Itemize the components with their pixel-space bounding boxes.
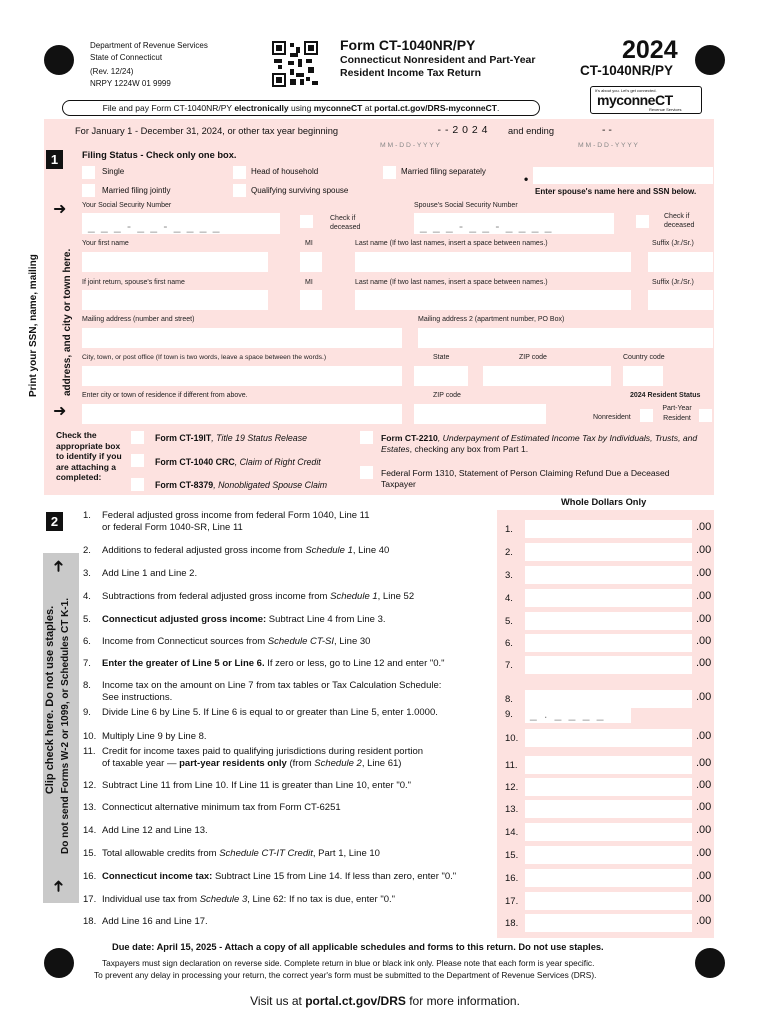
visit-suffix: for more information. <box>405 994 520 1008</box>
line-ref-number: 5. <box>505 616 513 627</box>
first-name-label: Your first name <box>82 240 129 247</box>
zip-input[interactable] <box>483 366 611 386</box>
arrow-right-icon: ➜ <box>53 403 67 420</box>
line-ref-number: 16. <box>505 873 519 884</box>
line-number: 15. <box>83 848 97 859</box>
ssn-label: Your Social Security Number <box>82 202 172 209</box>
state-name: State of Connecticut <box>90 53 163 62</box>
line-number: 8. <box>83 680 91 691</box>
line-10-amount-input[interactable] <box>525 729 692 747</box>
line-ref-number: 10. <box>505 733 519 744</box>
mailing-address2-label: Mailing address 2 (apartment number, PO Box) <box>418 316 565 323</box>
period-end-input[interactable]: - - <box>602 124 612 136</box>
visit-text <box>0 994 770 1008</box>
zip-label: ZIP code <box>519 354 547 361</box>
line-ref-number: 4. <box>505 593 513 604</box>
cents-label: .00 <box>696 779 712 791</box>
ct1040crc-form: Form CT-1040 CRC <box>155 457 235 467</box>
banner-text-end: . <box>496 103 500 113</box>
logo-tagline: It's about you. Let's get connected. <box>595 88 657 93</box>
last-name-input[interactable] <box>355 252 631 272</box>
line-description: Subtractions from federal adjusted gross income from Schedule 1, Line 52 <box>102 591 415 602</box>
banner-electronically: electronically <box>234 103 289 113</box>
mailing-address-input[interactable] <box>82 328 402 348</box>
line-number: 4. <box>83 591 91 602</box>
ct2210-desc: , Underpayment of Estimated Income Tax by Individuals, Trusts, and Estates <box>381 433 698 454</box>
line-1-amount-input[interactable] <box>525 520 692 538</box>
suffix-label: Suffix (Jr./Sr.) <box>652 240 694 247</box>
married-filing-jointly-label: Married filing jointly <box>102 186 171 195</box>
line-description-cont: See instructions. <box>102 692 173 703</box>
form-title: Form CT-1040NR/PY <box>340 37 476 53</box>
ct8379-label <box>155 480 327 490</box>
period-end-hint: M M - D D - Y Y Y Y <box>578 142 638 149</box>
cents-label: .00 <box>696 635 712 647</box>
ct19it-desc: , Title 19 Status Release <box>211 433 307 443</box>
line-ref-number: 14. <box>505 827 519 838</box>
line-number: 17. <box>83 894 97 905</box>
ct2210-label <box>381 433 716 455</box>
line-7-amount-input[interactable] <box>525 656 692 674</box>
line-ref-number: 2. <box>505 547 513 558</box>
mailing-address-label: Mailing address (number and street) <box>82 316 195 323</box>
ct19it-form: Form CT-19IT <box>155 433 212 443</box>
line-number: 5. <box>83 614 91 625</box>
taxpayer-deceased-checkbox[interactable] <box>300 215 313 228</box>
spouse-suffix-label: Suffix (Jr./Sr.) <box>652 279 694 286</box>
line-ref-number: 8. <box>505 694 513 705</box>
line-number: 18. <box>83 916 97 927</box>
line-description-cont: of taxable year — part-year residents only (from Schedule 2, Line 61) <box>102 758 402 769</box>
mi-input[interactable] <box>300 252 322 272</box>
line-18-amount-input[interactable] <box>525 914 692 932</box>
ct8379-checkbox[interactable] <box>131 478 144 491</box>
dept-name: Department of Revenue Services <box>90 41 208 50</box>
state-label: State <box>433 354 450 361</box>
banner-text-mid: using <box>288 103 314 113</box>
line-number: 9. <box>83 707 91 718</box>
line-number: 16. <box>83 871 97 882</box>
line-3-amount-input[interactable] <box>525 566 692 584</box>
spouse-deceased-checkbox[interactable] <box>636 215 649 228</box>
mi-label: MI <box>305 240 313 247</box>
taxpayer-deceased-label: Check if deceased <box>330 215 361 231</box>
line-number: 3. <box>83 568 91 579</box>
line-11-amount-input[interactable] <box>525 756 692 774</box>
registration-mark-top-right <box>695 45 725 75</box>
registration-mark-bottom-left <box>44 948 74 978</box>
spouse-bullet: • <box>524 172 529 186</box>
residence-zip-label: ZIP code <box>433 392 461 399</box>
line-16-amount-input[interactable] <box>525 869 692 887</box>
spouse-ssn-label: Spouse's Social Security Number <box>414 202 518 209</box>
spouse-first-name-input[interactable] <box>82 290 268 310</box>
line-4-amount-input[interactable] <box>525 589 692 607</box>
cents-label: .00 <box>696 544 712 556</box>
head-of-household-checkbox[interactable] <box>233 166 246 179</box>
ct8379-form: Form CT-8379 <box>155 480 214 490</box>
do-not-send-text-1: Do not send Forms W-2 or 1099, or Schedules CT K-1. <box>60 598 71 854</box>
line-description: Additions to federal adjusted gross income from Schedule 1, Line 40 <box>102 545 390 556</box>
qualifying-surviving-spouse-checkbox[interactable] <box>233 184 246 197</box>
spouse-name-input[interactable] <box>533 167 713 184</box>
form-subtitle-2: Resident Income Tax Return <box>340 67 482 79</box>
residence-zip-input[interactable] <box>414 404 546 424</box>
married-filing-separately-checkbox[interactable] <box>383 166 396 179</box>
line-ref-number: 9. <box>505 709 513 720</box>
cents-label: .00 <box>696 567 712 579</box>
line-description: Divide Line 6 by Line 5. If Line 6 is equal to or greater than Line 5, enter 1.0000. <box>102 707 438 718</box>
mailing-address2-input[interactable] <box>418 328 713 348</box>
nonresident-label: Nonresident <box>593 414 631 421</box>
line-ref-number: 18. <box>505 918 519 929</box>
line-ref-number: 1. <box>505 524 513 535</box>
line-description: Add Line 16 and Line 17. <box>102 916 208 927</box>
part-year-checkbox[interactable] <box>699 409 712 422</box>
line-ref-number: 3. <box>505 570 513 581</box>
line-number: 11. <box>83 746 96 757</box>
part-year-label: Part-Year Resident <box>662 405 692 422</box>
line-description: Add Line 1 and Line 2. <box>102 568 198 579</box>
country-code-label: Country code <box>623 354 665 361</box>
ct2210-form: Form CT-2210 <box>381 433 438 443</box>
filing-status-title: Filing Status - Check only one box. <box>82 150 237 160</box>
visit-url-link[interactable]: portal.ct.gov/DRS <box>305 994 406 1008</box>
single-label: Single <box>102 167 125 176</box>
banner-text: File and pay Form CT-1040NR/PY <box>102 103 235 113</box>
visit-prefix: Visit us at <box>250 994 306 1008</box>
cents-label: .00 <box>696 590 712 602</box>
ct1040crc-desc: , Claim of Right Credit <box>234 457 321 467</box>
line-ref-number: 13. <box>505 804 519 815</box>
line-description: Enter the greater of Line 5 or Line 6. If zero or less, go to Line 12 and enter "0." <box>102 658 445 669</box>
registration-mark-top-left <box>44 45 74 75</box>
due-date-text: Due date: April 15, 2025 - Attach a copy of all applicable schedules and forms to this return. Do not use staples. <box>112 942 604 952</box>
side-instruction-1 <box>28 247 40 397</box>
spouse-suffix-input[interactable] <box>648 290 713 310</box>
arrow-up-icon: ➜ <box>50 879 68 893</box>
line-number: 12. <box>83 780 97 791</box>
line-number: 13. <box>83 802 97 813</box>
line-17-amount-input[interactable] <box>525 892 692 910</box>
ct1040crc-label <box>155 457 321 467</box>
ct19it-label <box>155 433 307 443</box>
line-number: 2. <box>83 545 91 556</box>
ct19it-checkbox[interactable] <box>131 431 144 444</box>
line-description: Connecticut income tax: Subtract Line 15 from Line 14. If less than zero, enter "0." <box>102 871 457 882</box>
line-number: 6. <box>83 636 91 647</box>
spouse-mi-label: MI <box>305 279 313 286</box>
side-instruction-text-2: address, and city or town here. <box>62 248 73 396</box>
tax-period-label: For January 1 - December 31, 2024, or other tax year beginning <box>75 126 339 136</box>
single-checkbox[interactable] <box>82 166 95 179</box>
cents-label: .00 <box>696 824 712 836</box>
cents-label: .00 <box>696 847 712 859</box>
f1310-checkbox[interactable] <box>360 466 373 479</box>
line-15-amount-input[interactable] <box>525 846 692 864</box>
revision: (Rev. 12/24) <box>90 67 134 76</box>
ct2210-checkbox[interactable] <box>360 431 373 444</box>
spouse-ssn-mask: _ _ _ - _ _ - _ _ _ _ <box>420 219 553 233</box>
side-instruction-text-1: Print your SSN, name, mailing <box>28 254 39 397</box>
banner-myconnect: myconneCT <box>313 103 363 113</box>
line-12-amount-input[interactable] <box>525 778 692 796</box>
line-2-amount-input[interactable] <box>525 543 692 561</box>
state-input[interactable] <box>414 366 468 386</box>
line-ref-number: 15. <box>505 850 519 861</box>
line-description: Subtract Line 11 from Line 10. If Line 11 is greater than Line 10, enter "0." <box>102 780 412 791</box>
period-begin-hint: M M - D D - Y Y Y Y <box>380 142 440 149</box>
spouse-note: Enter spouse's name here and SSN below. <box>535 187 697 196</box>
spouse-last-name-input[interactable] <box>355 290 631 310</box>
spouse-first-name-label: If joint return, spouse's first name <box>82 279 185 286</box>
line-ref-number: 11. <box>505 760 518 771</box>
footer-note-1: Taxpayers must sign declaration on reverse side. Complete return in blue or black ink only. Please note that each form is year specific. <box>102 958 595 968</box>
city-label: City, town, or post office (If town is two words, leave a space between the words.) <box>82 354 327 361</box>
section-2-number: 2 <box>46 512 63 531</box>
registration-mark-bottom-right <box>695 948 725 978</box>
arrow-up-icon: ➜ <box>50 559 68 573</box>
line-ref-number: 7. <box>505 660 513 671</box>
city-input[interactable] <box>82 366 402 386</box>
cents-label: .00 <box>696 657 712 669</box>
residence-city-input[interactable] <box>82 404 402 424</box>
line-13-amount-input[interactable] <box>525 800 692 818</box>
clip-check-text-1: Clip check here. Do not use staples. <box>44 605 56 795</box>
line-description: Individual use tax from Schedule 3, Line 62: If no tax is due, enter "0." <box>102 894 395 905</box>
section-1-number: 1 <box>46 150 63 169</box>
cents-label: .00 <box>696 915 712 927</box>
clip-check-text <box>44 570 56 830</box>
cents-label: .00 <box>696 521 712 533</box>
line-ref-number: 6. <box>505 638 513 649</box>
line-description: Income from Connecticut sources from Schedule CT-SI, Line 30 <box>102 636 371 647</box>
line-6-amount-input[interactable] <box>525 634 692 652</box>
banner-text-at: at <box>362 103 375 113</box>
banner-url-link[interactable]: portal.ct.gov/DRS-myconneCT <box>374 103 497 113</box>
f1310-label: Federal Form 1310, Statement of Person Claiming Refund Due a Deceased Taxpayer <box>381 468 670 489</box>
ct1040crc-checkbox[interactable] <box>131 454 144 467</box>
line-9-mask: _ . _ _ _ _ <box>530 707 606 721</box>
cents-label: .00 <box>696 691 712 703</box>
tax-year: 2024 <box>622 36 678 64</box>
head-of-household-label: Head of household <box>251 167 319 176</box>
period-begin-input[interactable]: - - 2 0 2 4 <box>378 124 494 138</box>
line-description: Connecticut adjusted gross income: Subtract Line 4 from Line 3. <box>102 614 386 625</box>
line-description: Income tax on the amount on Line 7 from tax tables or Tax Calculation Schedule: <box>102 680 442 691</box>
footer-note-2: To prevent any delay in processing your return, the correct year's form must be submitted to the Department of Revenue Services (DRS). <box>94 970 597 980</box>
ct8379-desc: , Nonobligated Spouse Claim <box>213 480 328 490</box>
line-description-cont: or federal Form 1040-SR, Line 11 <box>102 522 243 533</box>
whole-dollars-label: Whole Dollars Only <box>561 497 647 507</box>
spouse-last-name-label: Last name (If two last names, insert a space between names.) <box>355 279 548 286</box>
efile-banner <box>62 100 540 116</box>
ct2210-desc2: , checking any box from Part 1. <box>409 444 529 454</box>
logo-wordmark: myconneCT <box>597 92 673 108</box>
line-5-amount-input[interactable] <box>525 612 692 630</box>
line-14-amount-input[interactable] <box>525 823 692 841</box>
line-number: 10. <box>83 731 97 742</box>
married-filing-separately-label: Married filing separately <box>401 167 486 176</box>
spouse-mi-input[interactable] <box>300 290 322 310</box>
qr-code-icon <box>272 41 318 87</box>
resident-status-title: 2024 Resident Status <box>630 392 701 399</box>
period-ending-label: and ending <box>508 126 555 136</box>
line-description: Connecticut alternative minimum tax from Form CT-6251 <box>102 802 341 813</box>
country-code-input[interactable] <box>623 366 663 386</box>
cents-label: .00 <box>696 801 712 813</box>
line-ref-number: 12. <box>505 782 519 793</box>
line-description: Total allowable credits from Schedule CT-IT Credit, Part 1, Line 10 <box>102 848 380 859</box>
line-ref-number: 17. <box>505 896 519 907</box>
line-description: Credit for income taxes paid to qualifying jurisdictions during resident portion <box>102 746 424 757</box>
last-name-label: Last name (If two last names, insert a space between names.) <box>355 240 548 247</box>
married-filing-jointly-checkbox[interactable] <box>82 184 95 197</box>
form-subtitle-1: Connecticut Nonresident and Part-Year <box>340 54 536 66</box>
line-description: Federal adjusted gross income from federal Form 1040, Line 11 <box>102 510 370 521</box>
attachment-check-title: Check the appropriate box to identify if you are attaching a completed: <box>56 430 122 482</box>
line-number: 1. <box>83 510 91 521</box>
cents-label: .00 <box>696 893 712 905</box>
spouse-deceased-label: Check if deceased <box>664 213 695 229</box>
do-not-send-text <box>60 576 71 876</box>
cents-label: .00 <box>696 613 712 625</box>
cents-label: .00 <box>696 757 712 769</box>
form-code: CT-1040NR/PY <box>580 63 674 78</box>
residence-city-label: Enter city or town of residence if different from above. <box>82 392 248 399</box>
line-number: 14. <box>83 825 97 836</box>
suffix-input[interactable] <box>648 252 713 272</box>
cents-label: .00 <box>696 870 712 882</box>
qualifying-surviving-spouse-label: Qualifying surviving spouse <box>251 186 349 195</box>
line-number: 7. <box>83 658 91 669</box>
first-name-input[interactable] <box>82 252 268 272</box>
line-description: Multiply Line 9 by Line 8. <box>102 731 207 742</box>
line-description: Add Line 12 and Line 13. <box>102 825 208 836</box>
arrow-right-icon: ➜ <box>53 201 67 218</box>
cents-label: .00 <box>696 730 712 742</box>
myconnect-logo <box>590 86 702 114</box>
logo-subtext: Revenue Services <box>649 107 682 112</box>
nonresident-checkbox[interactable] <box>640 409 653 422</box>
ssn-mask: _ _ _ - _ _ - _ _ _ _ <box>88 219 221 233</box>
form-code-number: NRPY 1224W 01 9999 <box>90 79 171 88</box>
side-instruction-2 <box>62 226 74 396</box>
